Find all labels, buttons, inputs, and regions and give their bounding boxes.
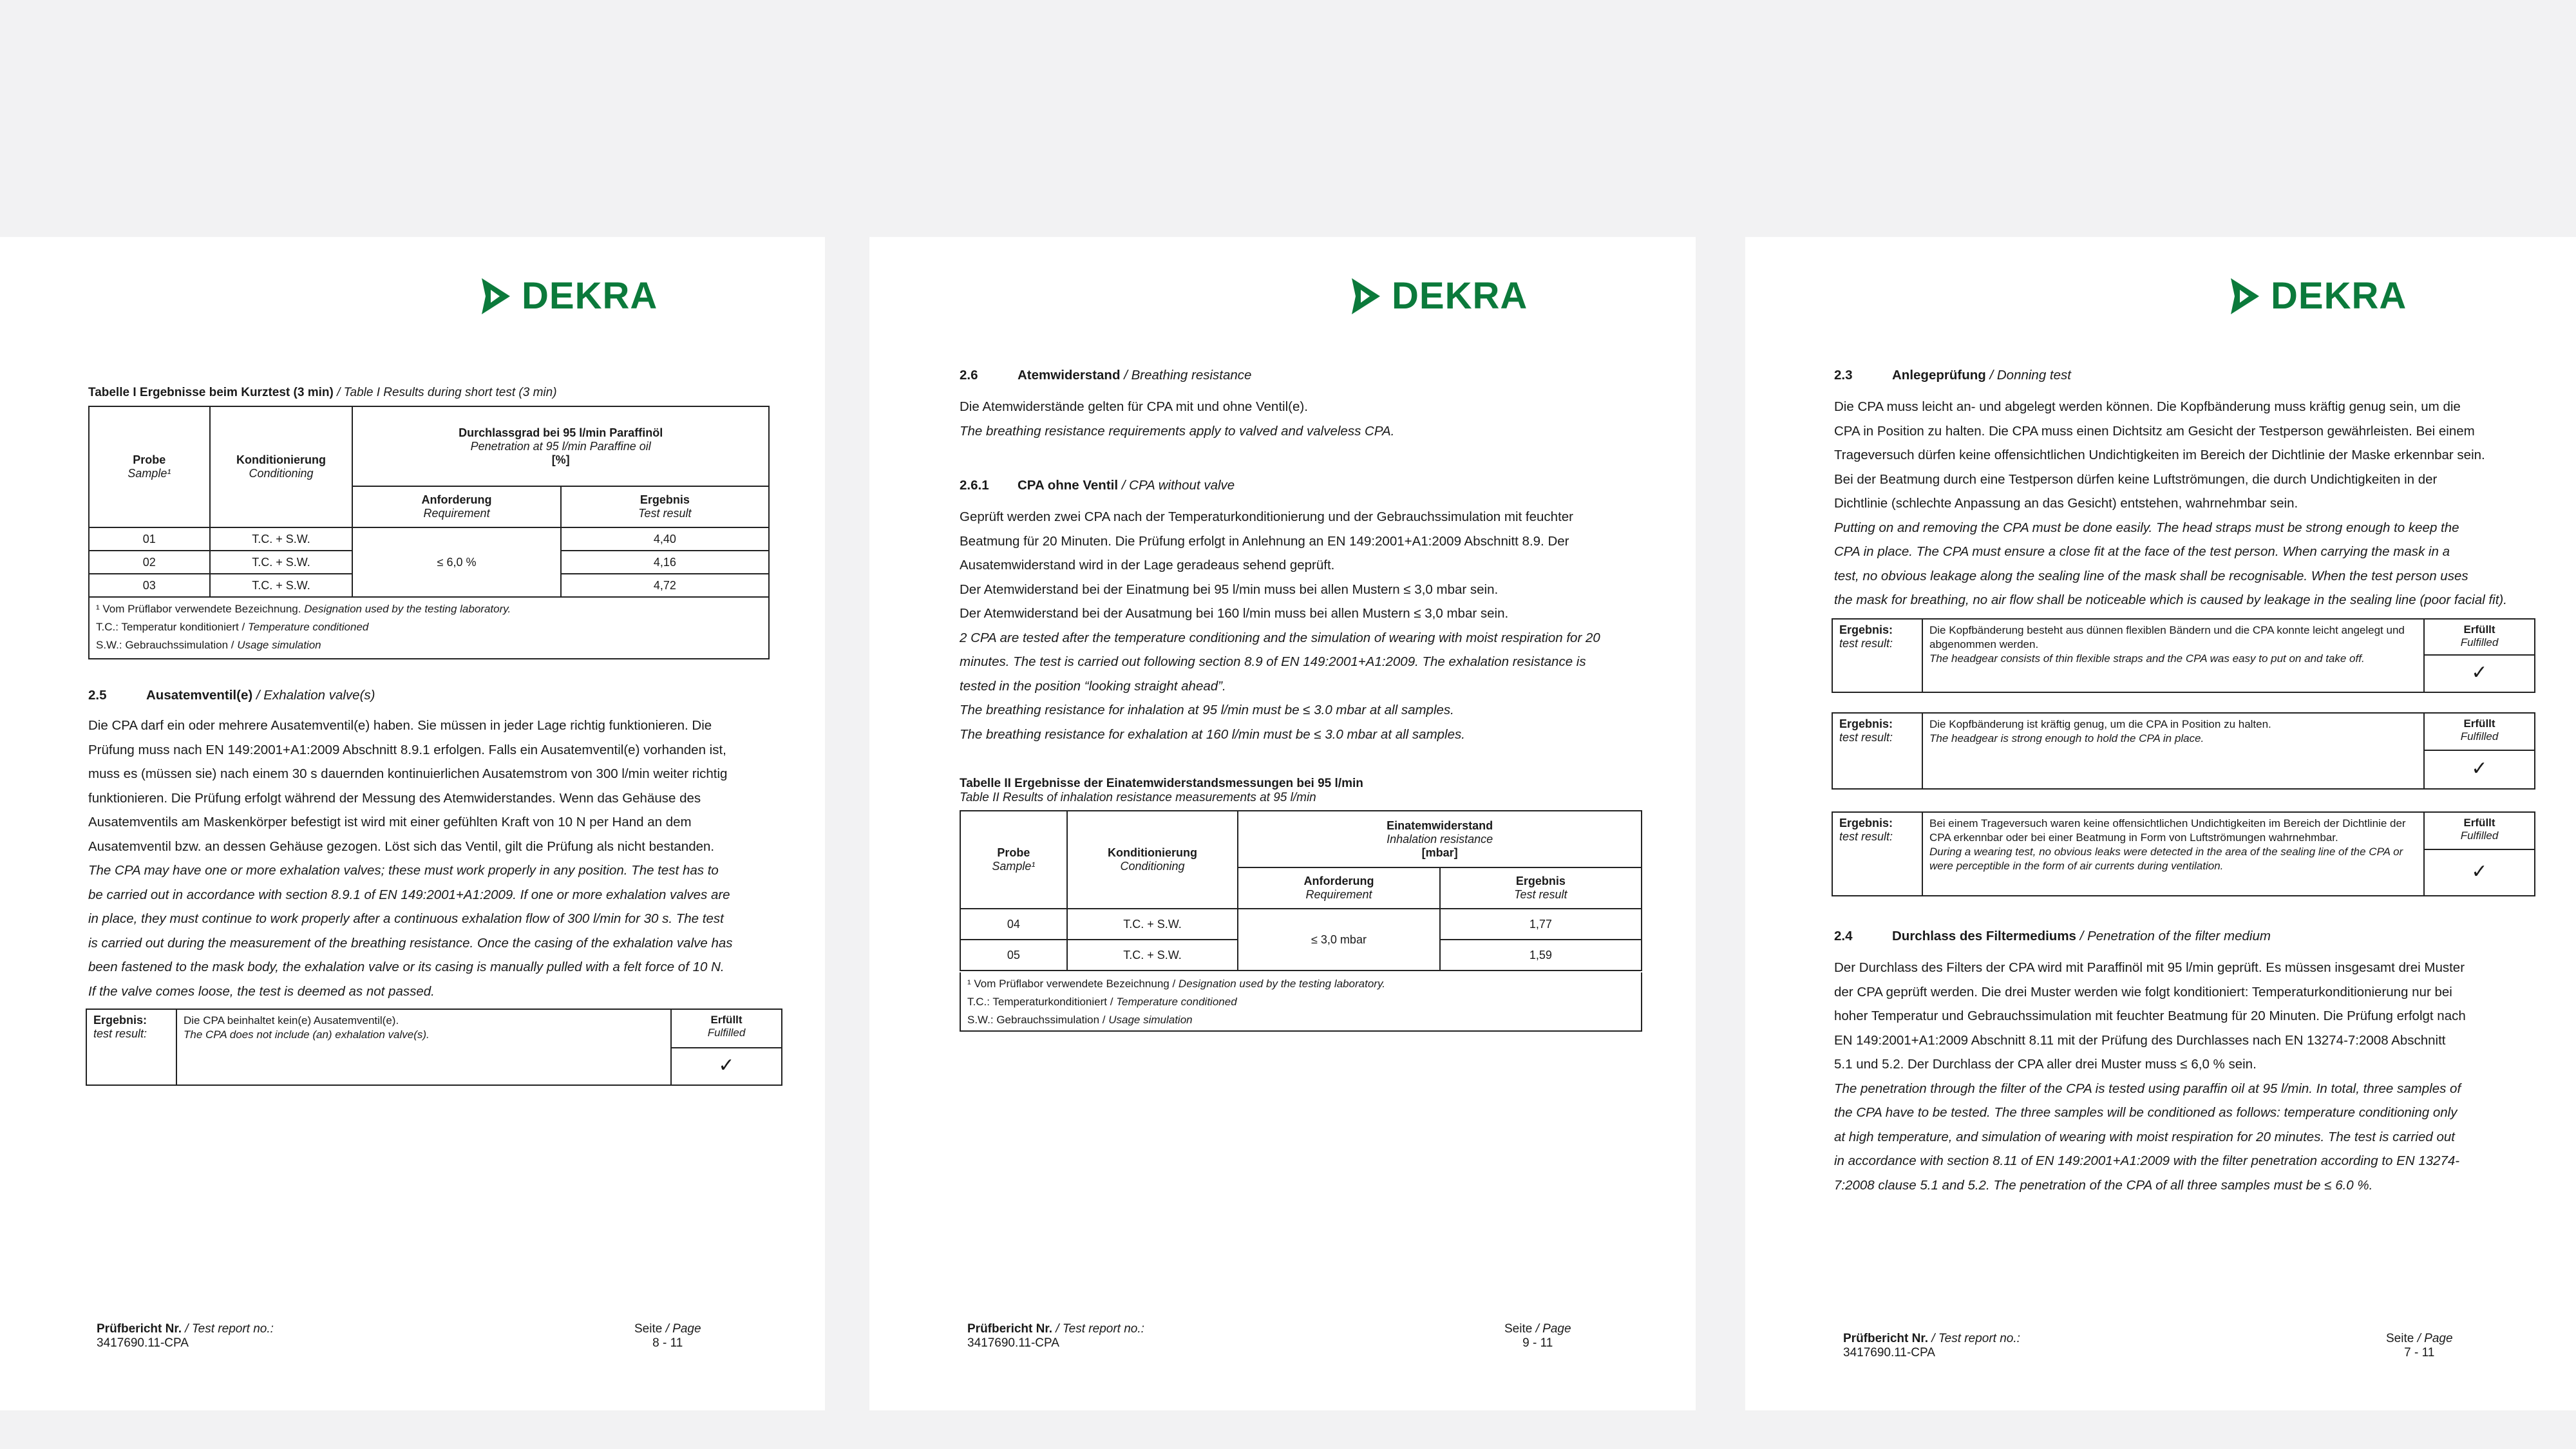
fulfilled-check-icon: ✓: [670, 1047, 781, 1084]
col-requirement: Anforderung Requirement: [352, 486, 560, 527]
report-page-7: [1745, 237, 2576, 1410]
fulfilled-check-icon: ✓: [2423, 654, 2534, 692]
dekra-logo: [478, 274, 658, 317]
dekra-logo-icon: [478, 276, 513, 317]
requirement-cell: ≤ 3,0 mbar: [1238, 909, 1439, 971]
section-body: Der Durchlass des Filters der CPA wird mit Paraffinöl mit 95 l/min geprüft. Es müssen insgesamt drei Muster der CPA geprüft werden. Die drei Muster werden wie folgt konditioniert: Temperaturkonditionierung nur bei hoher Temperatur und Gebrauchssimulation mit feuchter Beatmung für 20 Minuten. Die Prüfung erfolgt nach EN 149:2001+A1:2009 Abschnitt 8.11 mit der Prüfung des Durchlasses nach EN 13274-7:2008 Abschnitt 5.1 und 5.2. Der Durchlass der CPA aller drei Muster muss ≤ 6,0 % sein. The penetration through the filter of the CPA is tested using paraffin oil at 95 l/min. In total, three samples of the CPA have to be tested. The three samples will be conditioned as follows: temperature conditioning only at high temperature, and simulation of wearing with moist respiration for 20 minutes. The test is carried out in accordance with section 8.11 of EN 149:2001+A1:2009 with the filter penetration according to EN 13274- 7:2008 clause 5.1 and 5.2. The penetration of the CPA of all three samples must be ≤ 6.0 %.: [1834, 960, 2466, 1193]
requirement-cell: ≤ 6,0 %: [352, 527, 560, 597]
dekra-logo-icon: [2227, 276, 2262, 317]
table-row: 04 T.C. + S.W. ≤ 3,0 mbar 1,77: [960, 909, 1642, 940]
result-box: Ergebnis: test result: Die CPA beinhaltet kein(e) Ausatemventil(e). The CPA does not include (an) exhalation valve(s). Erfüllt Fulfilled ✓: [86, 1009, 782, 1086]
report-page-9: [869, 237, 1696, 1410]
result-box: Ergebnis: test result: Die Kopfbänderung besteht aus dünnen flexiblen Bändern und die CPA konnte leicht angelegt und abgenommen werden. The headgear consists of thin flexible straps and the CPA was easy to put on and take off. Erfüllt Fulfilled ✓: [1832, 618, 2535, 693]
col-sample: Probe Sample¹: [89, 406, 210, 527]
table-caption: Tabelle II Ergebnisse der Einatemwiderstandsmessungen bei 95 l/min Table II Results of inhalation resistance measurements at 95 l/min: [960, 777, 1363, 804]
result-box: Ergebnis: test result: Bei einem Trageversuch waren keine offensichtlichen Undichtigkeiten im Bereich der Dichtlinie der CPA erkennbar oder bei einer Beatmung in Form von Luftströmungen wahrnehmbar. During a wearing test, no obvious leaks were detected in the area of the sealing line of the CPA or were perceptible in the form of air currents during ventilation. Erfüllt Fulfilled ✓: [1832, 811, 2535, 896]
footer-page: Seite / Page 8 - 11: [634, 1322, 701, 1350]
table-footnote: ¹ Vom Prüflabor verwendete Bezeichnung. Designation used by the testing laboratory. T.C.: Temperatur konditioniert / Temperature conditioned S.W.: Gebrauchssimulation / Usage simulation: [88, 598, 770, 659]
footer-page: Seite / Page 9 - 11: [1504, 1322, 1571, 1350]
col-penetration: Durchlassgrad bei 95 l/min Paraffinöl Penetration at 95 l/min Paraffine oil [%]: [352, 406, 769, 486]
section-heading: 2.6.1 CPA ohne Ventil / CPA without valve: [960, 478, 1235, 493]
report-page-8: [0, 237, 825, 1410]
section-heading: 2.4 Durchlass des Filtermediums / Penetration of the filter medium: [1834, 929, 2271, 943]
table-row: 01 T.C. + S.W. ≤ 6,0 % 4,40: [89, 527, 769, 551]
section-heading: 2.6 Atemwiderstand / Breathing resistance: [960, 368, 1252, 383]
section-body: Die CPA muss leicht an- und abgelegt werden können. Die Kopfbänderung muss kräftig genug sein, um die CPA in Position zu halten. Die CPA muss einen Dichtsitz am Gesicht der Testperson gewährleisten. Bei einem Trageversuch dürfen keine offensichtlichen Undichtigkeiten im Bereich der Dichtlinie der Maske erkennbar sein. Bei der Beatmung durch eine Testperson dürfen keine Luftströmungen, die durch Undichtigkeiten in der Dichtlinie (schlechte Anpassung an das Gesicht) entstehen, wahrnehmbar sein. Putting on and removing the CPA must be done easily. The head straps must be strong enough to keep the CPA in place. The CPA must ensure a close fit at the face of the test person. When carrying the mask in a test, no obvious leakage along the sealing line of the mask shall be recognisable. When the test person uses the mask for breathing, no air flow shall be noticeable which is caused by leakage in the sealing line (poor facial fit).: [1834, 399, 2507, 607]
dekra-logo-icon: [1348, 276, 1383, 317]
col-sample: Probe Sample¹: [960, 811, 1067, 909]
footer-report: Prüfbericht Nr. / Test report no.: 3417690.11-CPA: [967, 1322, 1144, 1350]
col-conditioning: Konditionierung Conditioning: [1067, 811, 1238, 909]
col-result: Ergebnis Test result: [561, 486, 769, 527]
results-table: [960, 810, 1642, 971]
fulfilled-check-icon: ✓: [2423, 849, 2534, 895]
footer-page: Seite / Page 7 - 11: [2386, 1332, 2453, 1359]
result-box: Ergebnis: test result: Die Kopfbänderung ist kräftig genug, um die CPA in Position zu halten. The headgear is strong enough to hold the CPA in place. Erfüllt Fulfilled ✓: [1832, 712, 2535, 790]
col-inhalation-resistance: Einatemwiderstand Inhalation resistance [mbar]: [1238, 811, 1642, 867]
section-body: Die Atemwiderstände gelten für CPA mit und ohne Ventil(e). The breathing resistance requirements apply to valved and valveless CPA.: [960, 399, 1395, 439]
section-body: Die CPA darf ein oder mehrere Ausatemventil(e) haben. Sie müssen in jeder Lage richtig funktionieren. Die Prüfung muss nach EN 149:2001+A1:2009 Abschnitt 8.9.1 erfolgen. Falls ein Ausatemventil(e) vorhanden ist, muss es (müssen sie) nach einem 30 s dauernden kontinuierlichen Ausatemstrom von 300 l/min weiter richtig funktionieren. Die Prüfung erfolgt während der Messung des Atemwiderstandes. Wenn das Gehäuse des Ausatemventils am Maskenkörper befestigt ist wird mit einer gefühlten Kraft von 10 N per Hand an dem Ausatemventil bzw. an dessen Gehäuse gezogen. Löst sich das Ventil, gilt die Prüfung als nicht bestanden. The CPA may have one or more exhalation valves; these must work properly in any position. The test has to be carried out in accordance with section 8.9.1 of EN 149:2001+A1:2009. If one or more exhalation valves are in place, they must continue to work properly after a continuous exhalation flow of 300 l/min for 30 s. The test is carried out during the measurement of the breathing resistance. Once the casing of the exhalation valve has been fastened to the mask body, the exhalation valve or its casing is manually pulled with a felt force of 10 N. If the valve comes loose, the test is deemed as not passed.: [88, 718, 733, 999]
dekra-logo-text: DEKRA: [2271, 275, 2407, 317]
dekra-logo: [2227, 274, 2407, 317]
dekra-logo-text: DEKRA: [1392, 275, 1528, 317]
footer-report: Prüfbericht Nr. / Test report no.: 3417690.11-CPA: [1843, 1332, 2020, 1359]
footer-report: Prüfbericht Nr. / Test report no.: 3417690.11-CPA: [97, 1322, 274, 1350]
col-requirement: Anforderung Requirement: [1238, 867, 1439, 909]
section-heading: 2.3 Anlegeprüfung / Donning test: [1834, 368, 2071, 383]
table-row: 03 T.C. + S.W. 4,72: [89, 574, 769, 597]
col-result: Ergebnis Test result: [1440, 867, 1642, 909]
dekra-logo: [1348, 274, 1528, 317]
col-conditioning: Konditionierung Conditioning: [210, 406, 353, 527]
table-row: 05 T.C. + S.W. 1,59: [960, 940, 1642, 971]
dekra-logo-text: DEKRA: [522, 275, 658, 317]
results-table: [88, 406, 770, 598]
fulfilled-check-icon: ✓: [2423, 750, 2534, 788]
table-row: 02 T.C. + S.W. 4,16: [89, 551, 769, 574]
section-heading: 2.5 Ausatemventil(e) / Exhalation valve(s): [88, 688, 375, 703]
table-footnote: ¹ Vom Prüflabor verwendete Bezeichnung / Designation used by the testing laboratory. T.C.: Temperaturkonditioniert / Temperature conditioned S.W.: Gebrauchssimulation / Usage simulation: [960, 972, 1642, 1032]
section-body: Geprüft werden zwei CPA nach der Temperaturkonditionierung und der Gebrauchssimulation mit feuchter Beatmung für 20 Minuten. Die Prüfung erfolgt in Anlehnung an EN 149:2001+A1:2009 Abschnitt 8.9. Der Ausatemwiderstand wird in der Lage geradeaus sehend geprüft. Der Atemwiderstand bei der Einatmung bei 95 l/min muss bei allen Mustern ≤ 3,0 mbar sein. Der Atemwiderstand bei der Ausatmung bei 160 l/min muss bei allen Mustern ≤ 3,0 mbar sein. 2 CPA are tested after the temperature conditioning and the simulation of wearing with moist respiration for 20 minutes. The test is carried out following section 8.9 of EN 149:2001+A1:2009. The exhalation resistance is tested in the position “looking straight ahead”. The breathing resistance for inhalation at 95 l/min must be ≤ 3.0 mbar at all samples. The breathing resistance for exhalation at 160 l/min must be ≤ 3.0 mbar at all samples.: [960, 509, 1600, 742]
table-caption: Tabelle I Ergebnisse beim Kurztest (3 min) / Table I Results during short test (3 min): [88, 386, 557, 399]
